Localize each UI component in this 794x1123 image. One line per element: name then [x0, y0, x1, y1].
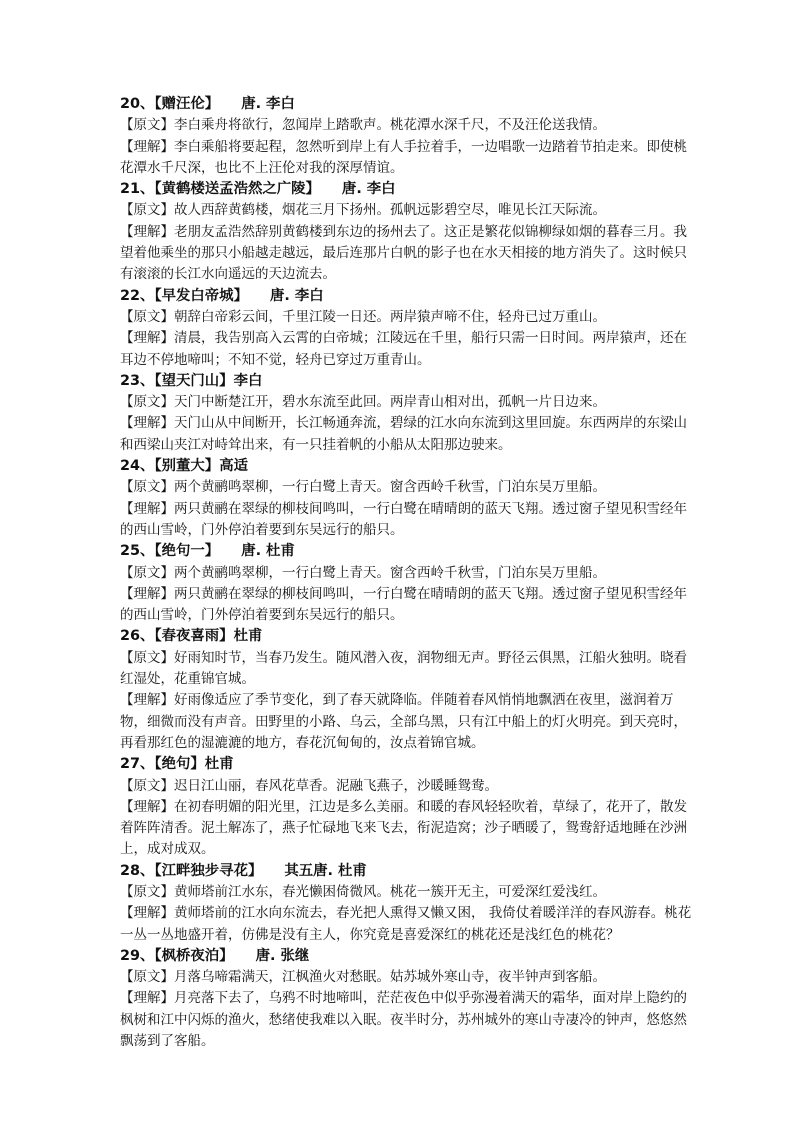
poem-heading [120, 94, 692, 115]
original-text [120, 967, 692, 988]
interpretation-tag: 【理解】 [120, 500, 174, 517]
poem-title: 【别董大】 [154, 458, 220, 475]
interpretation-tag: 【理解】 [120, 990, 174, 1007]
original-body: 天门中断楚江开，碧水东流至此回。两岸青山相对出，孤帆一片日边来。 [174, 394, 606, 411]
interpretation-text [120, 413, 692, 456]
original-body: 两个黄鹂鸣翠柳，一行白鹭上青天。窗含西岭千秋雪，门泊东吴万里船。 [174, 564, 606, 581]
poem-author: 其五唐. 杜甫 [284, 862, 367, 879]
interpretation-text [120, 137, 692, 180]
poem-entry [120, 286, 692, 371]
poem-list [120, 94, 692, 1052]
poem-author: 唐. 李白 [269, 287, 324, 304]
poem-title: 【黄鹤楼送孟浩然之广陵】 [154, 181, 320, 198]
poem-title: 【枫桥夜泊】 [154, 947, 234, 964]
poem-heading [120, 371, 692, 392]
interpretation-tag: 【理解】 [120, 138, 174, 155]
poem-number: 20、 [120, 96, 155, 112]
poem-entry [120, 861, 692, 946]
interpretation-text [120, 222, 692, 286]
poem-heading [120, 861, 692, 882]
poem-entry [120, 179, 692, 285]
interpretation-body: 黄师塔前的江水向东流去，春光把人熏得又懒又困， 我倚仗着暖洋洋的春风游春。桃花一丛一丛地盛开着，仿佛是没有主人，你究竟是喜爱深红的桃花还是浅红色的桃花？ [120, 905, 692, 943]
original-tag: 【原文】 [120, 479, 174, 496]
original-body: 迟日江山丽，春风花草香。泥融飞燕子，沙暖睡鸳鸯。 [174, 777, 498, 794]
poem-heading [120, 946, 692, 967]
poem-author: 唐. 李白 [241, 96, 295, 112]
poem-entry [120, 456, 692, 541]
original-text [120, 563, 692, 584]
interpretation-tag: 【理解】 [120, 905, 174, 922]
interpretation-text [120, 797, 692, 861]
original-text [120, 392, 692, 413]
poem-author: 唐. 杜甫 [241, 543, 295, 560]
interpretation-body: 天门山从中间断开，长江畅通奔流，碧绿的江水向东流到这里回旋。东西两岸的东梁山和西梁山夹江对峙耸出来，有一只挂着帆的小船从太阳那边驶来。 [120, 415, 687, 453]
poem-title: 【绝句】 [154, 756, 205, 773]
original-tag: 【原文】 [120, 308, 174, 325]
poem-title: 【绝句一】 [154, 543, 220, 560]
original-text [120, 115, 692, 136]
original-tag: 【原文】 [120, 969, 174, 986]
original-text [120, 307, 692, 328]
original-tag: 【原文】 [120, 117, 174, 134]
poem-number: 29、 [120, 947, 155, 964]
original-body: 朝辞白帝彩云间，千里江陵一日还。两岸猿声啼不住，轻舟已过万重山。 [174, 308, 606, 325]
original-body: 好雨知时节，当春乃发生。随风潜入夜，润物细无声。野径云俱黑，江船火独明。晓看红湿处，花重锦官城。 [120, 649, 687, 688]
poem-entry [120, 371, 692, 456]
poem-heading [120, 456, 692, 477]
poem-heading [120, 626, 692, 647]
original-text [120, 477, 692, 498]
poem-author: 唐. 李白 [341, 181, 396, 198]
poem-author: 杜甫 [233, 628, 263, 645]
interpretation-tag: 【理解】 [120, 692, 174, 709]
poem-title: 【春夜喜雨】 [154, 628, 234, 645]
poem-number: 21、 [120, 181, 155, 198]
original-text [120, 648, 692, 691]
poem-title: 【望天门山】 [154, 372, 234, 389]
original-body: 李白乘舟将欲行，忽闻岸上踏歌声。桃花潭水深千尺，不及汪伦送我情。 [174, 117, 606, 134]
interpretation-body: 两只黄鹂在翠绿的柳枝间鸣叫，一行白鹭在晴晴朗的蓝天飞翔。透过窗子望见积雪经年的西山雪岭，门外停泊着要到东吴远行的船只。 [120, 500, 687, 538]
interpretation-body: 在初春明媚的阳光里，江边是多么美丽。和暖的春风轻轻吹着，草绿了，花开了，散发着阵阵清香。泥土解冻了，燕子忙碌地飞来飞去，衔泥造窝；沙子晒暖了，鸳鸯舒适地睡在沙洲上，成对成双。 [120, 798, 687, 858]
interpretation-tag: 【理解】 [120, 223, 174, 240]
interpretation-body: 清晨，我告别高入云霄的白帝城；江陵远在千里，船行只需一日时间。两岸猿声，还在耳边不停地啼叫；不知不觉，轻舟已穿过万重青山。 [120, 330, 687, 368]
interpretation-tag: 【理解】 [120, 415, 174, 432]
interpretation-body: 月亮落下去了，乌鸦不时地啼叫，茫茫夜色中似乎弥漫着满天的霜华，面对岸上隐约的枫树和江中闪烁的渔火，愁绪使我难以入眠。夜半时分，苏州城外的寒山寺凄冷的钟声，悠悠然飘荡到了客船。 [120, 990, 687, 1050]
poem-title: 【早发白帝城】 [154, 287, 248, 304]
interpretation-text [120, 690, 692, 754]
poem-author: 杜甫 [204, 756, 234, 773]
poem-entry [120, 94, 692, 179]
original-body: 两个黄鹂鸣翠柳，一行白鹭上青天。窗含西岭千秋雪，门泊东吴万里船。 [174, 479, 606, 496]
original-text [120, 882, 692, 903]
poem-author: 李白 [233, 372, 263, 389]
poem-entry [120, 754, 692, 860]
interpretation-tag: 【理解】 [120, 585, 174, 602]
interpretation-text [120, 328, 692, 371]
original-tag: 【原文】 [120, 777, 174, 794]
poem-number: 27、 [120, 756, 155, 773]
poem-number: 25、 [120, 543, 155, 560]
interpretation-body: 好雨像适应了季节变化，到了春天就降临。伴随着春风悄悄地飘洒在夜里，滋润着万物，细微而没有声音。田野里的小路、乌云，全部乌黑，只有江中船上的灯火明亮。到天亮时，再看那红色的湿漉漉的地方，春花沉甸甸的，汝点着锦官城。 [120, 692, 687, 751]
poem-number: 22、 [120, 287, 155, 304]
poem-number: 23、 [120, 372, 155, 389]
poem-title: 【赠汪伦】 [154, 96, 220, 112]
original-text [120, 776, 692, 797]
original-tag: 【原文】 [120, 564, 174, 581]
interpretation-body: 李白乘船将要起程，忽然听到岸上有人手拉着手，一边唱歌一边踏着节拍走来。即使桃花潭水千尺深，也比不上汪伦对我的深厚情谊。 [120, 138, 687, 176]
poem-author: 唐. 张继 [255, 947, 310, 964]
interpretation-text [120, 988, 692, 1052]
poem-entry [120, 946, 692, 1052]
poem-heading [120, 286, 692, 307]
poem-heading [120, 179, 692, 200]
poem-author: 高适 [219, 458, 248, 475]
poem-heading [120, 754, 692, 775]
interpretation-text [120, 584, 692, 627]
interpretation-text [120, 903, 692, 946]
poem-entry [120, 626, 692, 754]
original-tag: 【原文】 [120, 394, 174, 411]
interpretation-tag: 【理解】 [120, 330, 174, 347]
poem-title: 【江畔独步寻花】 [154, 862, 263, 879]
poem-heading [120, 541, 692, 562]
poem-number: 26、 [120, 628, 155, 645]
interpretation-tag: 【理解】 [120, 798, 174, 815]
original-tag: 【原文】 [120, 649, 174, 666]
interpretation-body: 老朋友孟浩然辞别黄鹤楼到东边的扬州去了。这正是繁花似锦柳绿如烟的暮春三月。我望着他乘坐的那只小船越走越远，最后连那片白帆的影子也在水天相接的地方消失了。这时候只有滚滚的长江水向遥远的天边流去。 [120, 223, 687, 283]
poem-number: 24、 [120, 458, 155, 475]
interpretation-text [120, 499, 692, 542]
original-body: 故人西辞黄鹤楼，烟花三月下扬州。孤帆远影碧空尽，唯见长江天际流。 [174, 202, 606, 219]
original-body: 黄师塔前江水东，春光懒困倚微风。桃花一簇开无主，可爱深红爱浅红。 [174, 883, 606, 900]
interpretation-body: 两只黄鹂在翠绿的柳枝间鸣叫，一行白鹭在晴晴朗的蓝天飞翔。透过窗子望见积雪经年的西山雪岭，门外停泊着要到东吴远行的船只。 [120, 585, 687, 624]
original-body: 月落乌啼霜满天，江枫渔火对愁眠。姑苏城外寒山寺，夜半钟声到客船。 [174, 969, 606, 986]
original-tag: 【原文】 [120, 883, 174, 900]
original-text [120, 200, 692, 221]
poem-entry [120, 541, 692, 626]
poem-number: 28、 [120, 862, 155, 879]
original-tag: 【原文】 [120, 202, 174, 219]
